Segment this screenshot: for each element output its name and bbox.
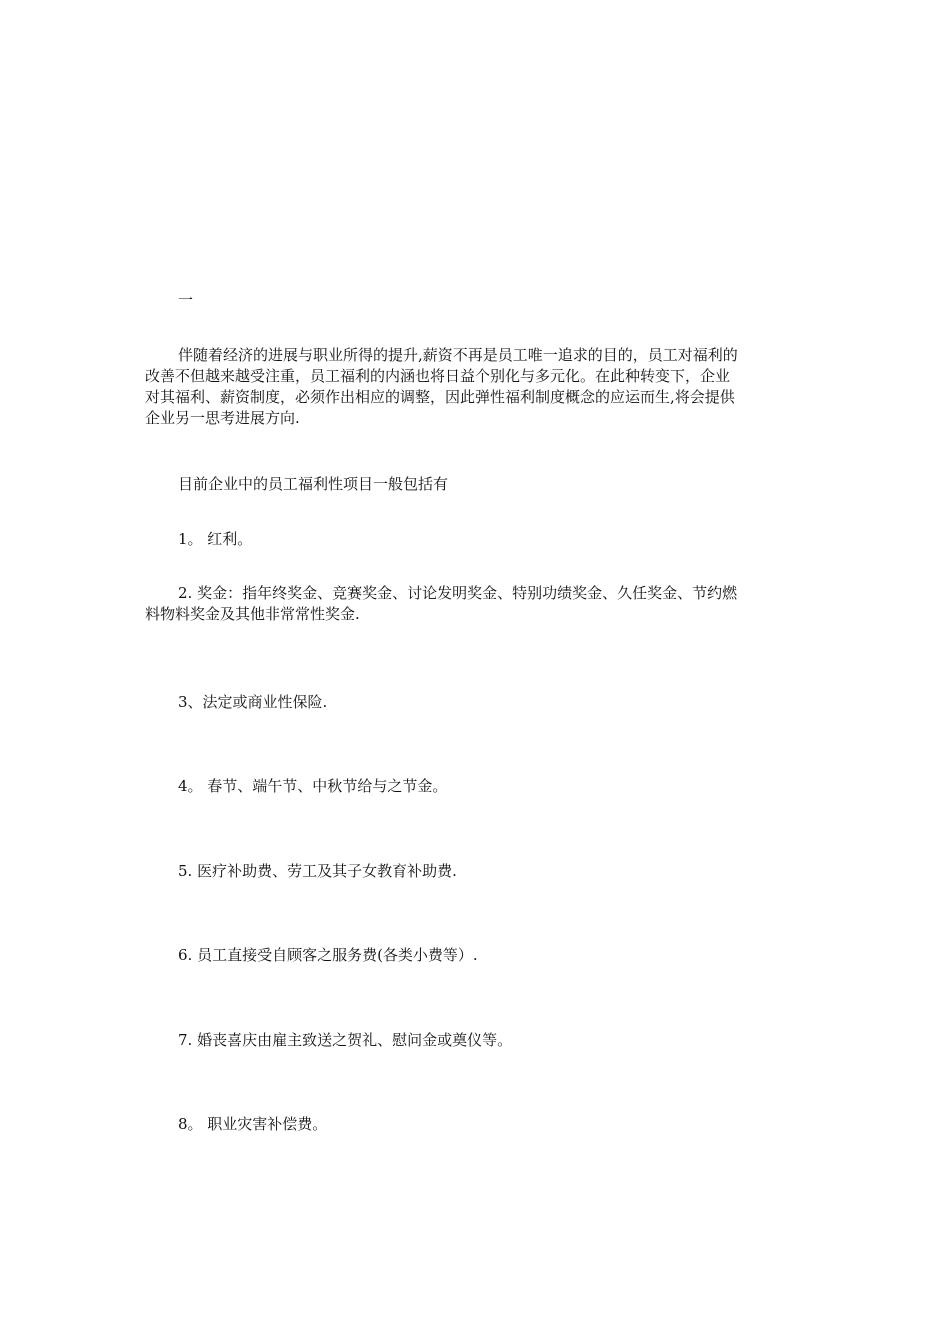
list-item-7: 7. 婚丧喜庆由雇主致送之贺礼、慰问金或奠仪等。 — [178, 1031, 513, 1049]
intro-line-1: 伴随着经济的进展与职业所得的提升,薪资不再是员工唯一追求的目的，员工对福利的 — [178, 346, 738, 364]
list-item-6: 6. 员工直接受自顾客之服务费(各类小费等）. — [178, 946, 478, 964]
intro-line-3: 对其福利、薪资制度，必须作出相应的调整，因此弹性福利制度概念的应运而生,将会提供 — [145, 388, 735, 406]
intro-line-2: 改善不但越来越受注重，员工福利的内涵也将日益个别化与多元化。在此种转变下，企业 — [145, 367, 731, 385]
intro-paragraph — [145, 345, 810, 429]
list-item-2-line-2: 料物料奖金及其他非常常性奖金. — [145, 605, 360, 623]
list-item-5: 5. 医疗补助费、劳工及其子女教育补助费. — [178, 862, 457, 880]
list-item-3: 3、法定或商业性保险. — [178, 693, 328, 711]
list-item-1: 1。 红利。 — [178, 530, 253, 548]
list-item-8: 8。 职业灾害补偿费。 — [178, 1115, 328, 1133]
section-heading: 一 — [178, 291, 194, 309]
intro-line-4: 企业另一思考进展方向. — [145, 409, 300, 427]
list-item-2-line-1: 2. 奖金：指年终奖金、竞赛奖金、讨论发明奖金、特别功绩奖金、久任奖金、节约燃 — [178, 584, 738, 602]
list-item-2 — [145, 583, 810, 625]
list-intro: 目前企业中的员工福利性项目一般包括有 — [178, 475, 449, 493]
list-item-4: 4。 春节、端午节、中秋节给与之节金。 — [178, 777, 448, 795]
